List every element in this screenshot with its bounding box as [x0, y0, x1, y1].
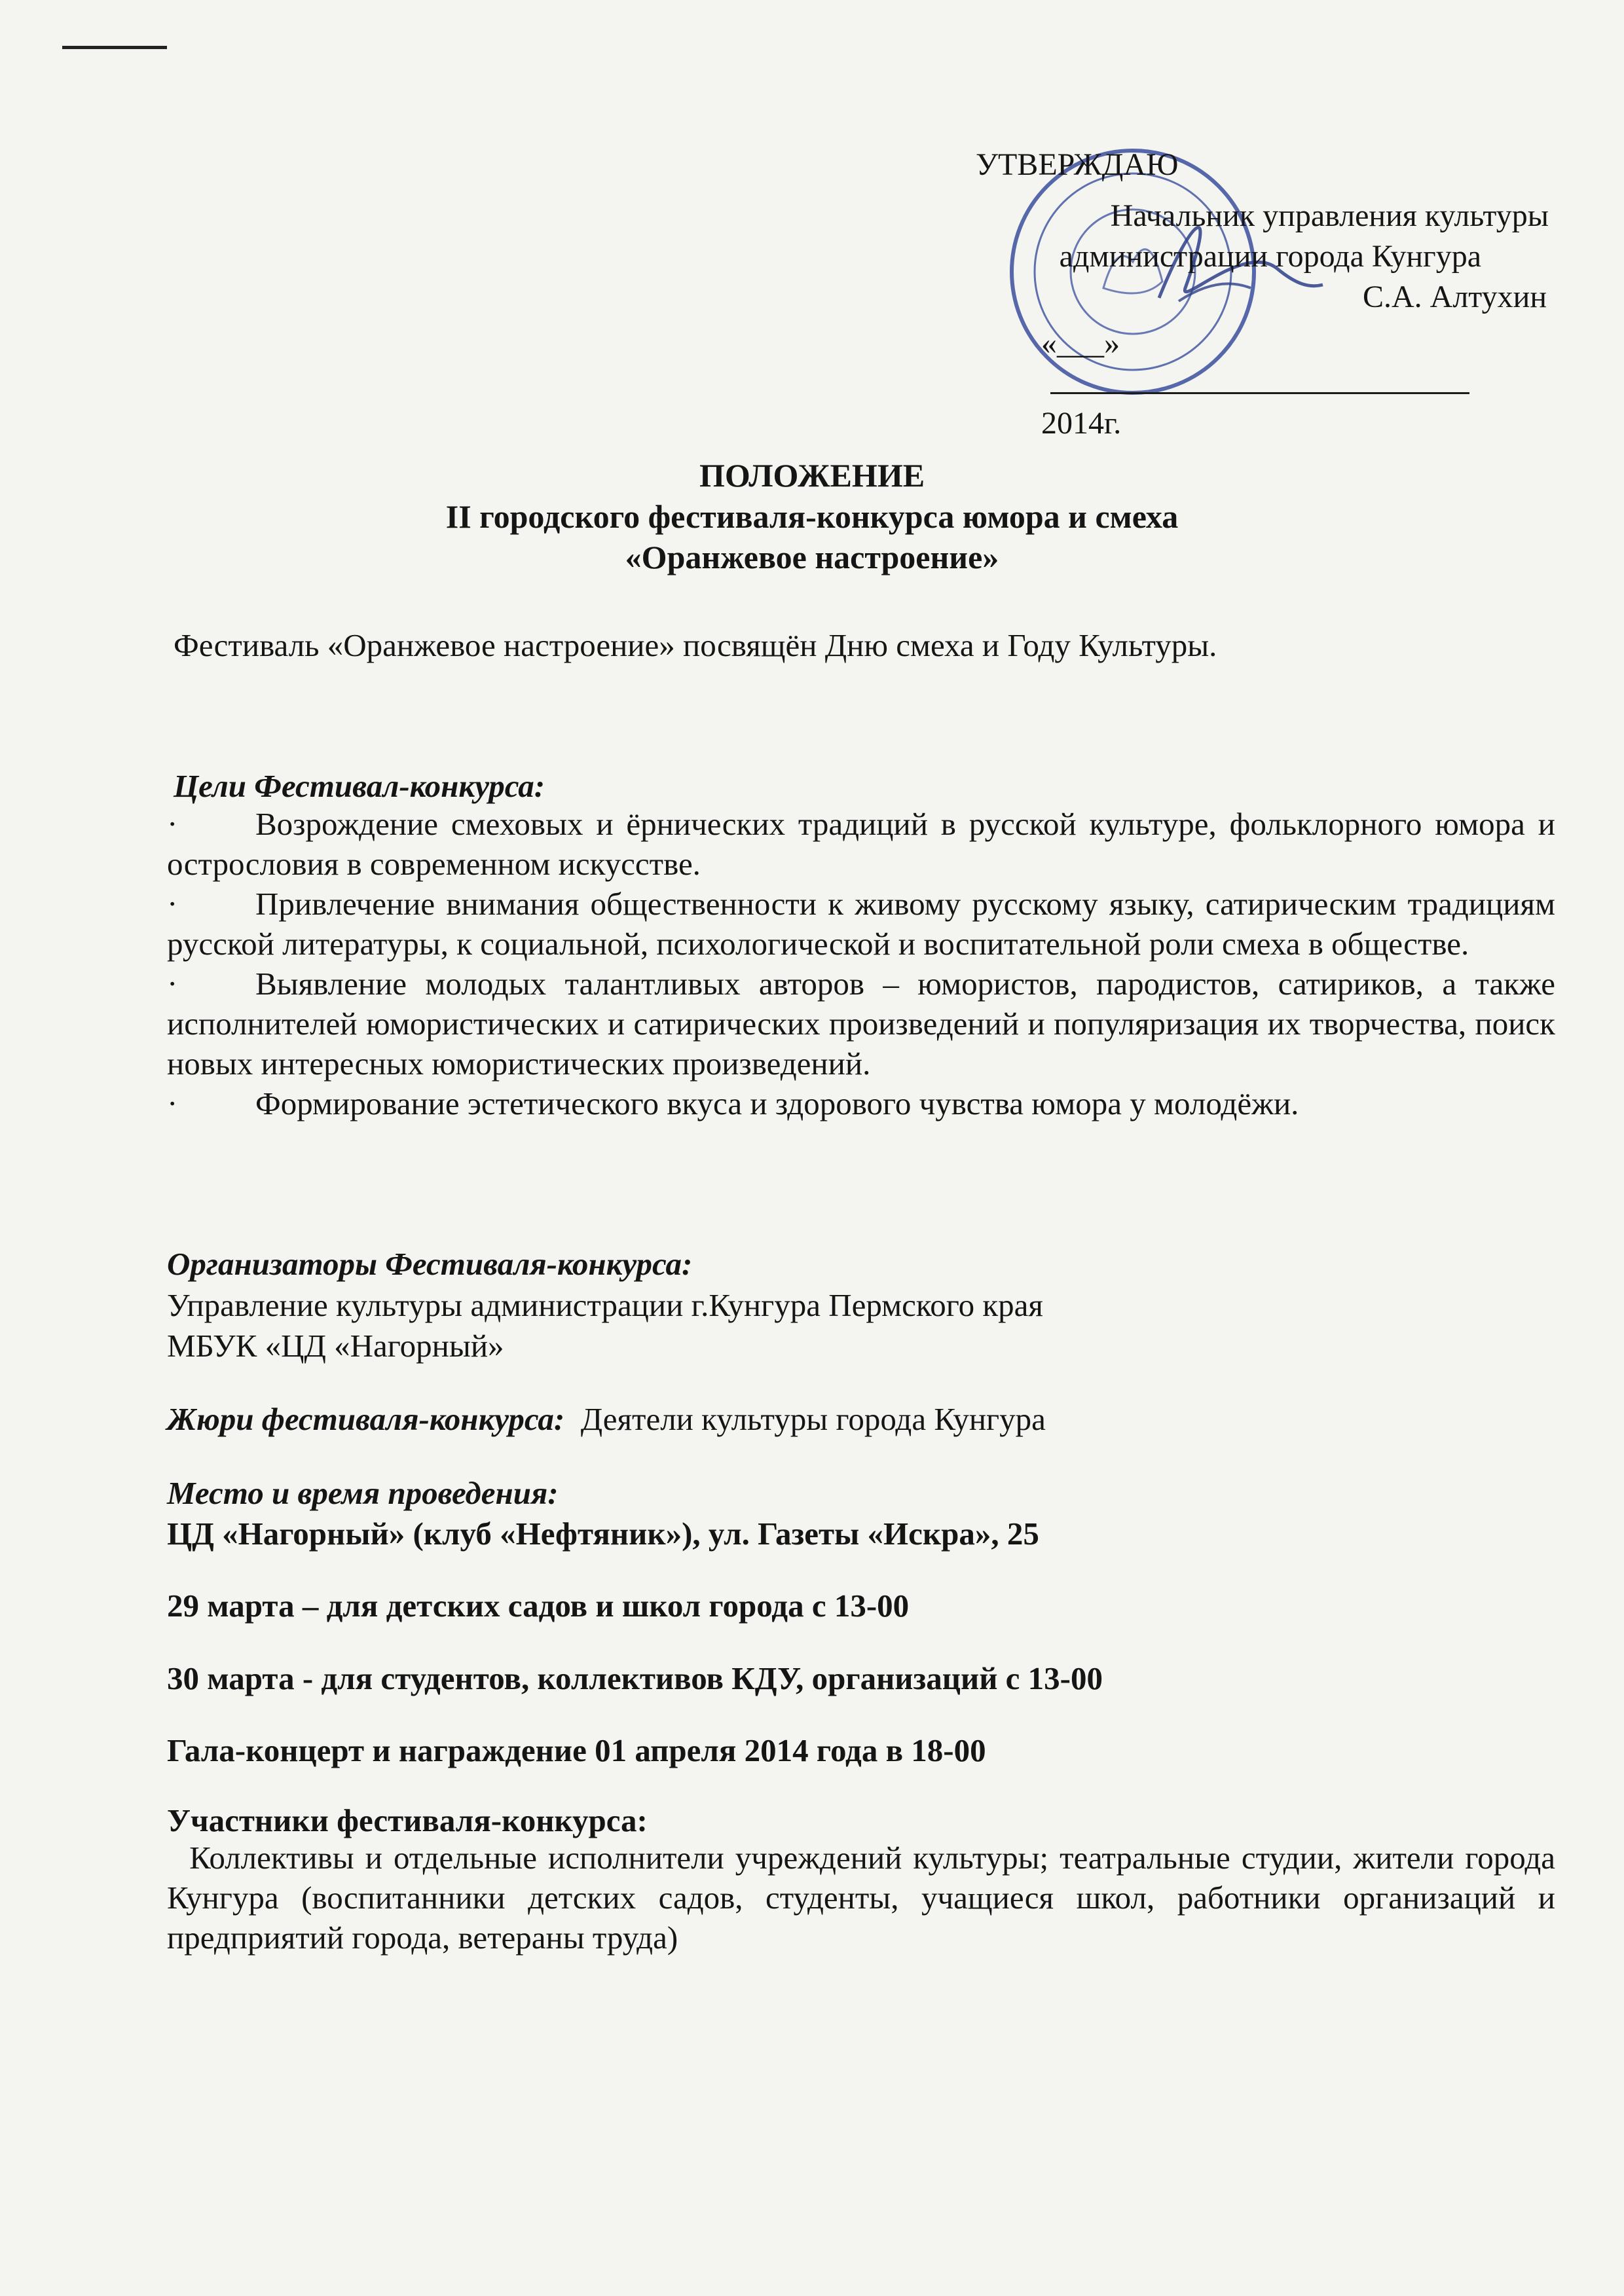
festival-name: «Оранжевое настроение» [625, 539, 999, 575]
gala-concert-date: Гала-концерт и награждение 01 апреля 2014 года в 18-00 [167, 1732, 986, 1768]
document-subtitle: II городского фестиваля-конкурса юмора и смеха [445, 498, 1179, 535]
date-year: 2014г. [1041, 406, 1122, 441]
goal-item: · Привлечение внимания общественности к живому русскому языку, сатирическим традициям русской литературы, к социальной, психологической и воспитательной роли смеха в обществе. [167, 884, 1555, 964]
goal-item: · Формирование эстетического вкуса и здорового чувства юмора у молодёжи. [167, 1084, 1555, 1123]
venue-place: ЦД «Нагорный» (клуб «Нефтяник»), ул. Газеты «Искра», 25 [167, 1516, 1039, 1552]
approval-date [1041, 324, 1545, 443]
goals-heading: Цели Фестивал-конкурса: [174, 768, 545, 804]
approver-position-line1: Начальник управления культуры [1110, 198, 1549, 233]
participants-heading: Участники фестиваля-конкурса: [167, 1802, 648, 1838]
approver-name: С.А. Алтухин [1362, 280, 1547, 314]
jury-line [167, 1399, 1046, 1439]
document-type-title: ПОЛОЖЕНИЕ [699, 457, 925, 494]
bullet-marker: · [167, 1085, 178, 1121]
approve-heading: УТВЕРЖДАЮ [976, 147, 1179, 182]
schedule-date-2: 30 марта - для студентов, коллективов КДУ, организаций с 13-00 [167, 1660, 1103, 1696]
bullet-marker: · [167, 966, 178, 1002]
approver-position-line2: администрации города Кунгура [1059, 239, 1481, 274]
scan-edge-mark [62, 46, 167, 49]
date-month-line [1050, 363, 1469, 394]
jury-text: Деятели культуры города Кунгура [580, 1401, 1046, 1437]
participants-text: Коллективы и отдельные исполнители учреждений культуры; театральные студии, жители города Кунгура (воспитанники детских садов, студенты, учащиеся школ, работники организаций и предприятий города, ветераны труда) [167, 1840, 1556, 1956]
date-day-blank: «___» [1041, 326, 1120, 361]
bullet-marker: · [167, 806, 178, 842]
jury-heading: Жюри фестиваля-конкурса: [167, 1401, 565, 1437]
schedule-date-1: 29 марта – для детских садов и школ города с 13-00 [167, 1588, 910, 1624]
organizer-1: Управление культуры администрации г.Кунгура Пермского края [167, 1287, 1043, 1323]
goal-item: · Выявление молодых талантливых авторов – юмористов, пародистов, сатириков, а также исполнителей юмористических и сатирических произведений и популяризация их творчества, поиск новых интересных юмористических произведений. [167, 964, 1555, 1084]
intro-paragraph: Фестиваль «Оранжевое настроение» посвящён Дню смеха и Году Культуры. [174, 627, 1217, 663]
goals-list [167, 804, 1555, 1123]
venue-heading: Место и время проведения: [167, 1475, 559, 1511]
bullet-marker: · [167, 886, 178, 922]
goal-item: · Возрождение смеховых и ёрнических традиций в русской культуре, фольклорного юмора и острословия в современном искусстве. [167, 804, 1555, 884]
organizer-2: МБУК «ЦД «Нагорный» [167, 1328, 504, 1364]
organizers-heading: Организаторы Фестиваля-конкурса: [167, 1246, 693, 1282]
